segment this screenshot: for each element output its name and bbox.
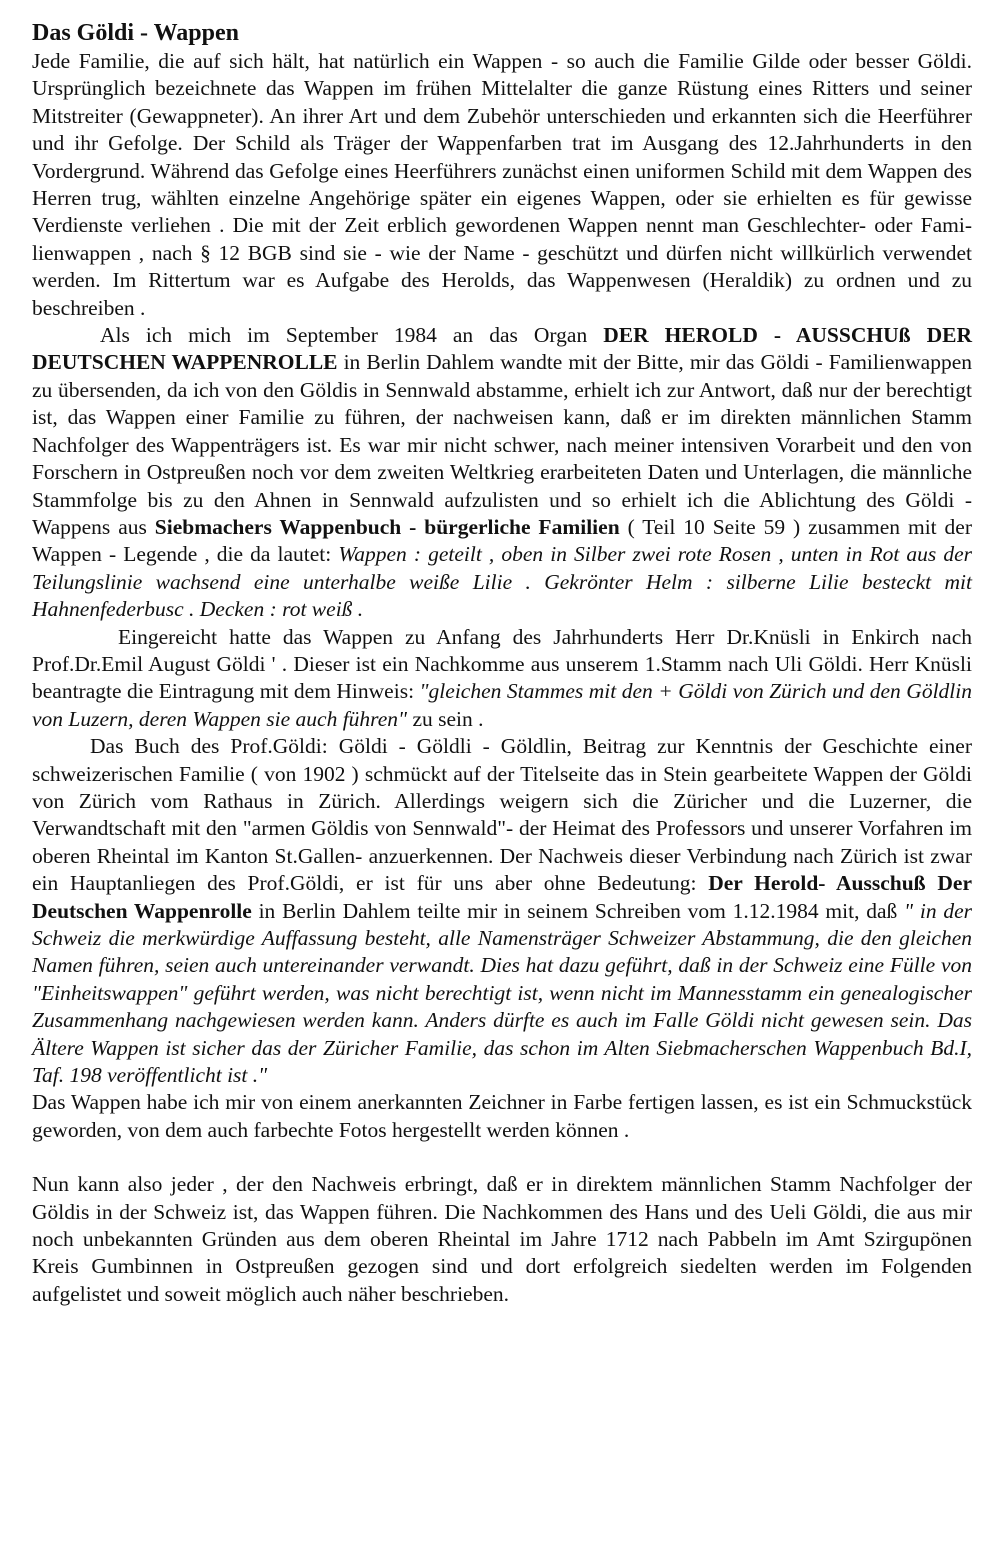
text-span: Das Buch des Prof.Göldi: Göldi - Göldli - Göldlin, Beitrag zur Kenntnis der Geschichte einer schweizerischen Familie ( von 1902 ) schmückt auf der Titelseite das in Stein gearbeitete Wappen der Göldi von Zürich vom Rathaus in Zürich. Allerdings weigern sich die Züricher und die Luzerner, die Verwandtschaft mit den "armen Göldis von Sennwald"- der Heimat des Professors und unserer Vorfahren im oberen Rheintal im Kanton St.Gallen- anzuerkennen. Der Nachweis dieser Verbindung nach Zürich ist zwar ein Hauptanliegen des Prof.Göldi, er ist für uns aber ohne Bedeutung: [32,734,972,896]
text-span: in Berlin Dahlem teilte mir in seinem Schreiben vom 1.12.1984 mit, daß [251,898,905,923]
text-span: in Berlin Dahlem wandte mit der Bitte, mir das Göldi - Familienwappen zu übersenden, da ich von den Göldis in Sennwald abstamme, erhielt ich zur Antwort, daß nur der berechtigt ist, das Wappen einer Familie zu führen, der nachweisen kann, daß er im direkten männlichen Stamm Nachfolger des Wappenträgers ist. Es war mir nicht schwer, nach meiner intensiven Vorarbeit und den von Forschern in Ostpreußen noch vor dem zweiten Weltkrieg erarbeiteten Daten und Unterlagen, die männliche Stammfolge bis zu den Ahnen in Sennwald aufzulisten und so erhielt ich die Ablichtung des Göldi - Wappens aus [32,350,973,539]
paragraph-herold-request [32,322,972,623]
paragraph-gap [32,1144,972,1171]
text-span: Eingereicht hatte das Wappen zu Anfang des Jahrhunderts Herr Dr.Knüsli in Enkirch nach Prof.Dr.Emil August Göldi ' . Dieser ist ein Nachkomme aus unserem 1.Stamm nach Uli Göldi. Herr Knüsli beantragte die Eintragung mit dem Hinweis: [32,624,972,704]
italic-quote: "gleichen Stammes mit den + Göldi von Zürich und den Göldlin von Luzern, deren Wappen sie auch führen" [32,679,972,731]
paragraph-book [32,733,972,1089]
paragraph-drawing: Das Wappen habe ich mir von einem anerkannten Zeichner in Farbe fertigen lassen, es ist ein Schmuckstück geworden, von dem auch farbechte Fotos hergestellt werden können . [32,1090,972,1142]
paragraph-intro: Jede Familie, die auf sich hält, hat natürlich ein Wappen - so auch die Familie Gilde oder besser Göldi. Ursprünglich bezeichnete das Wappen im frühen Mittelalter die ganze Rüstung eines Ritters und seiner Mitstreiter (Gewappneter). An ihrer Art und dem Zubehör unterschieden und erkannten sich die Heerführer und ihr Gefolge. Der Schild als Träger der Wappenfarben trat im Ausgang des 12.Jahrhunderts in den Vordergrund. Während das Gefolge eines Heerführers zunächst einen uniformen Schild mit dem Wappen des Herren trug, wählten einzelne Angehörige später ein eigenes Wappen, oder sie erhielten es für gewisse Verdienste verliehen . Die mit der Zeit erblich gewordenen Wappen nennt man Geschlechter- oder Familienwappen , nach § 12 BGB sind sie - wie der Name - geschützt und dürfen nicht willkürlich verwendet werden. Im Rittertum war es Aufgabe des Herolds, das Wappenwesen (Heraldik) zu ordnen und zu beschreiben . [32,49,972,320]
text-span: zu sein . [407,706,484,731]
bold-organization-name: Der Herold- Ausschuß Der Deutschen Wappenrolle [32,871,973,923]
bold-organization-name: DER HEROLD - AUSSCHUß DER DEUTSCHEN WAPPENROLLE [32,323,972,375]
italic-coat-of-arms-legend: Wappen : geteilt , oben in Silber zwei rote Rosen , unten in Rot aus der Teilungslinie wachsend eine unterhalbe weiße Lilie . Gekrönter Helm : silberne Lilie besteckt mit Hahnenfederbusc . Decken : rot weiß . [32,542,972,622]
page-title: Das Göldi - Wappen [32,20,239,46]
bold-book-title: Siebmachers Wappenbuch - bürgerliche Familien [154,514,620,539]
text-span: Als ich mich im September 1984 an das Organ [100,323,604,348]
document-page [32,18,972,1308]
italic-letter-quote: " in der Schweiz die merkwürdige Auffassung besteht, alle Namensträger Schweizer Abstammung, die den gleichen Namen führen, seien auch untereinander verwandt. Dies hat dazu geführt, daß in der Schweiz eine Fülle von "Einheitswappen" geführt werden, was nicht berechtigt ist, wenn nicht im Mannesstamm ein genealogischer Zusammenhang nachgewiesen werden kann. Anders dürfte es auch im Falle Göldi nicht gewesen sein. Das Ältere Wappen ist sicher das der Züricher Familie, das schon im Alten Siebmacherschen Wappenbuch Bd.I, Taf. 198 veröffentlicht ist ." [32,898,972,1088]
paragraph-conclusion: Nun kann also jeder , der den Nachweis erbringt, daß er in direktem männlichen Stamm Nachfolger der Göldis in der Schweiz ist, das Wappen führen. Die Nachkommen des Hans und des Ueli Göldi, die aus mir noch unbekannten Gründen aus dem oberen Rheintal im Jahre 1712 nach Pabbeln im Amt Szirgupönen Kreis Gumbinnen in Ostpreußen gezogen sind und dort erfolgreich siedelten werden im Folgenden aufgelistet und soweit möglich auch näher beschrieben. [32,1172,972,1306]
text-span: ( Teil 10 Seite 59 ) zusammen mit der Wappen - Legende , die da lautet: [32,514,973,567]
paragraph-submission [32,624,972,734]
